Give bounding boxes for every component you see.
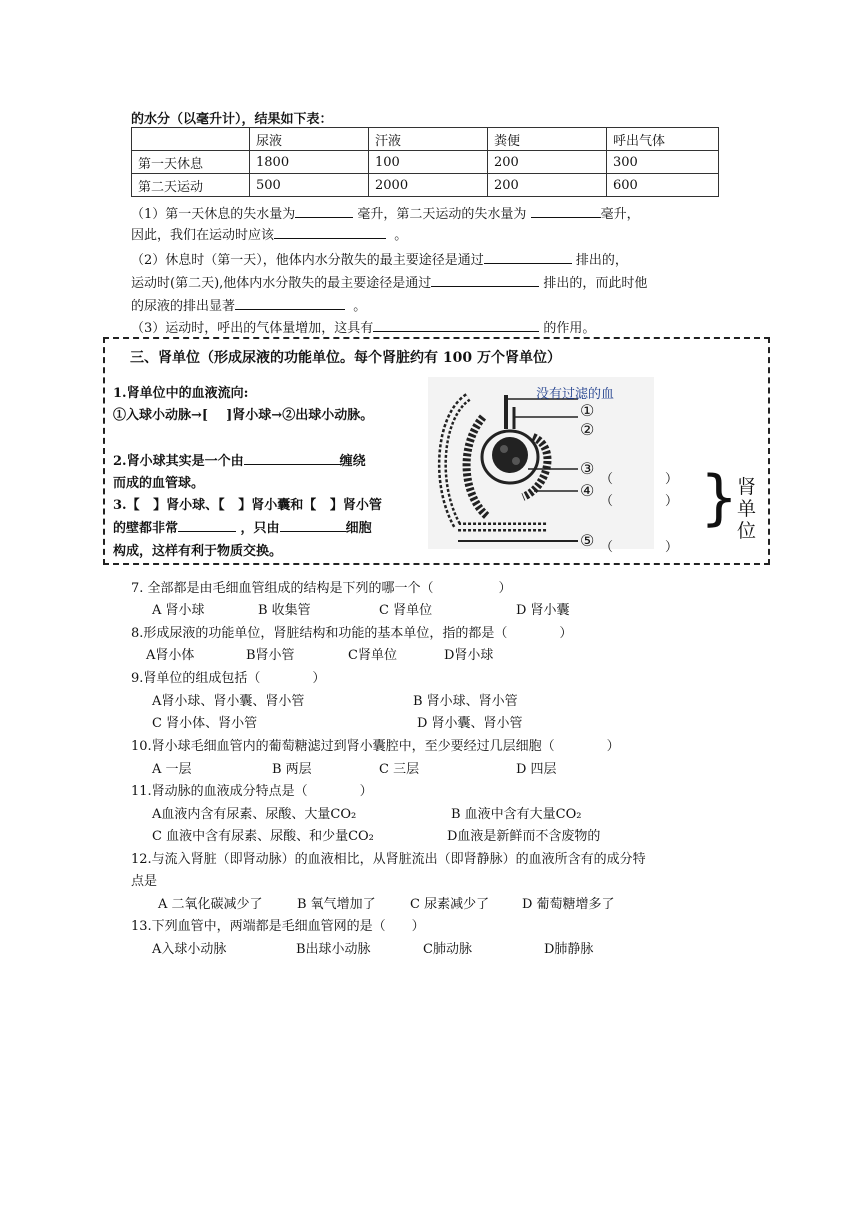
q9-option-a[interactable]: A肾小球、肾小囊、肾小管: [152, 694, 305, 709]
q3-line: [131, 317, 595, 336]
table-cell: 300: [607, 151, 719, 174]
walls-text-b: 】肾小球、【: [153, 498, 225, 513]
q7-option-d[interactable]: D 肾小囊: [516, 603, 570, 618]
flow-text-a: ①入球小动脉→[: [113, 408, 209, 423]
question-10-stem: 10.肾小球毛细血管内的葡萄糖滤过到肾小囊腔中，至少要经过几层细胞（ ）: [131, 739, 620, 754]
q13-option-b[interactable]: B出球小动脉: [296, 942, 371, 957]
q11-option-b[interactable]: B 血液中含有大量CO₂: [451, 807, 582, 822]
walls-text-e: 的壁都非常: [113, 521, 179, 536]
q3-text-a: （3）运动时，呼出的气体量增加，这具有: [131, 321, 374, 336]
q1-blank-1[interactable]: [295, 204, 353, 218]
q2-line2: [131, 272, 647, 291]
q3-text-b: 的作用。: [543, 321, 596, 336]
walls-text-a: 3.【: [113, 498, 140, 513]
water-loss-table: [131, 127, 719, 197]
glomerulus-blank[interactable]: [244, 451, 340, 465]
diagram-caption: 没有过滤的血: [536, 387, 615, 402]
q2-text-f: 。: [353, 299, 367, 314]
glomerulus-line1: [113, 450, 366, 469]
table-row: [132, 151, 719, 174]
q9-option-b[interactable]: B 肾小球、肾小管: [413, 694, 518, 709]
q13-option-a[interactable]: A入球小动脉: [152, 942, 227, 957]
q1-text-e: 。: [394, 228, 408, 243]
label-3: ③: [580, 459, 595, 478]
nephron-illustration: [428, 377, 654, 549]
q10-option-d[interactable]: D 四层: [516, 762, 557, 777]
glomerulus-line2: 而成的血管球。: [113, 476, 205, 491]
q2-blank-2[interactable]: [431, 273, 539, 287]
table-cell: 600: [607, 174, 719, 197]
q10-option-c[interactable]: C 三层: [379, 762, 420, 777]
answer-paren-3[interactable]: （ ）: [600, 472, 679, 487]
glomerulus-text-a: 2.肾小球其实是一个由: [113, 454, 244, 469]
flow-title: 1.肾单位中的血液流向:: [113, 386, 249, 401]
question-9-stem: 9.肾单位的组成包括（ ）: [131, 671, 326, 686]
label-2: ②: [580, 420, 595, 439]
answer-paren-4[interactable]: （ ）: [600, 494, 679, 509]
q10-option-b[interactable]: B 两层: [272, 762, 312, 777]
q2-text-d: 排出的，而此时他: [543, 276, 648, 291]
q1-line2: [131, 224, 407, 243]
q8-option-d[interactable]: D肾小球: [444, 648, 494, 663]
q1-blank-2[interactable]: [531, 204, 601, 218]
question-8-stem: 8.形成尿液的功能单位，肾脏结构和功能的基本单位，指的都是（ ）: [131, 626, 573, 641]
q1-line1: [131, 203, 640, 222]
q13-option-d[interactable]: D肺静脉: [544, 942, 594, 957]
q3-blank[interactable]: [373, 318, 539, 332]
q1-text-b: 毫升，第二天运动的失水量为: [357, 207, 527, 222]
walls-line1: [113, 494, 382, 513]
label-5: ⑤: [580, 531, 595, 550]
q7-option-a[interactable]: A 肾小球: [152, 603, 205, 618]
q1-text-a: （1）第一天休息的失水量为: [131, 207, 296, 222]
q7-option-c[interactable]: C 肾单位: [379, 603, 433, 618]
q12-option-b[interactable]: B 氧气增加了: [297, 897, 376, 912]
q2-line3: [131, 295, 366, 314]
nephron-diagram: [428, 377, 654, 549]
q11-option-a[interactable]: A血液内含有尿素、尿酸、大量CO₂: [152, 807, 357, 822]
q1-blank-3[interactable]: [274, 225, 386, 239]
table-header-row: [132, 128, 719, 151]
intro-text: 的水分（以毫升计），结果如下表：: [131, 112, 333, 127]
glomerulus-text-b: 缠绕: [339, 454, 366, 469]
answer-paren-5[interactable]: （ ）: [600, 540, 679, 555]
table-cell: [132, 128, 250, 151]
q1-text-c: 毫升，: [600, 207, 640, 222]
table-cell: 2000: [369, 174, 488, 197]
q2-text-c: 运动时(第二天),他体内水分散失的最主要途径是通过: [131, 276, 432, 291]
flow-body: [113, 404, 373, 423]
table-cell: 第一天休息: [132, 151, 250, 174]
table-row: [132, 174, 719, 197]
question-7-stem: 7. 全部都是由毛细血管组成的结构是下列的哪一个（ ）: [131, 581, 512, 596]
q8-option-a[interactable]: A肾小体: [146, 648, 195, 663]
q8-option-b[interactable]: B肾小管: [246, 648, 295, 663]
question-13-stem: 13.下列血管中，两端都是毛细血管网的是（ ）: [131, 919, 425, 934]
q13-option-c[interactable]: C肺动脉: [423, 942, 472, 957]
walls-line3: 构成，这样有利于物质交换。: [113, 544, 283, 559]
q11-option-d[interactable]: D血液是新鲜而不含废物的: [447, 829, 601, 844]
q8-option-c[interactable]: C肾单位: [348, 648, 397, 663]
label-4: ④: [580, 481, 595, 500]
section-title: 三、肾单位（形成尿液的功能单位。每个肾脏约有 100 万个肾单位）: [130, 350, 561, 366]
flow-text-b: ]肾小球→②出球小动脉。: [226, 408, 374, 423]
question-11-stem: 11.肾动脉的血液成分特点是（ ）: [131, 784, 373, 799]
walls-line2: [113, 517, 372, 536]
q2-text-e: 的尿液的排出显著: [131, 299, 236, 314]
question-12-stem-cont: 点是: [131, 874, 158, 889]
label-1: ①: [580, 401, 595, 420]
walls-text-c: 】肾小囊和【: [238, 498, 317, 513]
q12-option-d[interactable]: D 葡萄糖增多了: [522, 897, 615, 912]
table-cell: 尿液: [250, 128, 369, 151]
walls-text-g: 细胞: [345, 521, 372, 536]
q9-option-c[interactable]: C 肾小体、肾小管: [152, 716, 258, 731]
side-label: 肾单位: [737, 476, 757, 542]
q12-option-c[interactable]: C 尿素减少了: [410, 897, 490, 912]
walls-text-f: ，只由: [240, 521, 280, 536]
table-cell: 200: [488, 151, 607, 174]
table-cell: 汗液: [369, 128, 488, 151]
q11-option-c[interactable]: C 血液中含有尿素、尿酸、和少量CO₂: [152, 829, 374, 844]
q10-option-a[interactable]: A 一层: [152, 762, 192, 777]
q12-option-a[interactable]: A 二氧化碳减少了: [158, 897, 263, 912]
table-cell: 100: [369, 151, 488, 174]
table-cell: 1800: [250, 151, 369, 174]
table-cell: 第二天运动: [132, 174, 250, 197]
q2-blank-1[interactable]: [484, 250, 572, 264]
walls-blank-2[interactable]: [280, 518, 346, 532]
q1-text-d: 因此，我们在运动时应该: [131, 228, 275, 243]
q9-option-d[interactable]: D 肾小囊、肾小管: [417, 716, 523, 731]
q2-text-b: 排出的，: [575, 253, 628, 268]
q2-blank-3[interactable]: [235, 296, 345, 310]
q2-line1: [131, 249, 628, 268]
q2-text-a: （2）休息时（第一天），他体内水分散失的最主要途径是通过: [131, 253, 484, 268]
walls-text-d: 】肾小管: [329, 498, 382, 513]
question-12-stem: 12.与流入肾脏（即肾动脉）的血液相比，从肾脏流出（即肾静脉）的血液所含有的成分特: [131, 852, 646, 867]
q7-option-b[interactable]: B 收集管: [258, 603, 311, 618]
table-cell: 粪便: [488, 128, 607, 151]
table-cell: 500: [250, 174, 369, 197]
walls-blank-1[interactable]: [178, 518, 236, 532]
table-cell: 呼出气体: [607, 128, 719, 151]
table-cell: 200: [488, 174, 607, 197]
brace-icon: }: [700, 463, 739, 533]
